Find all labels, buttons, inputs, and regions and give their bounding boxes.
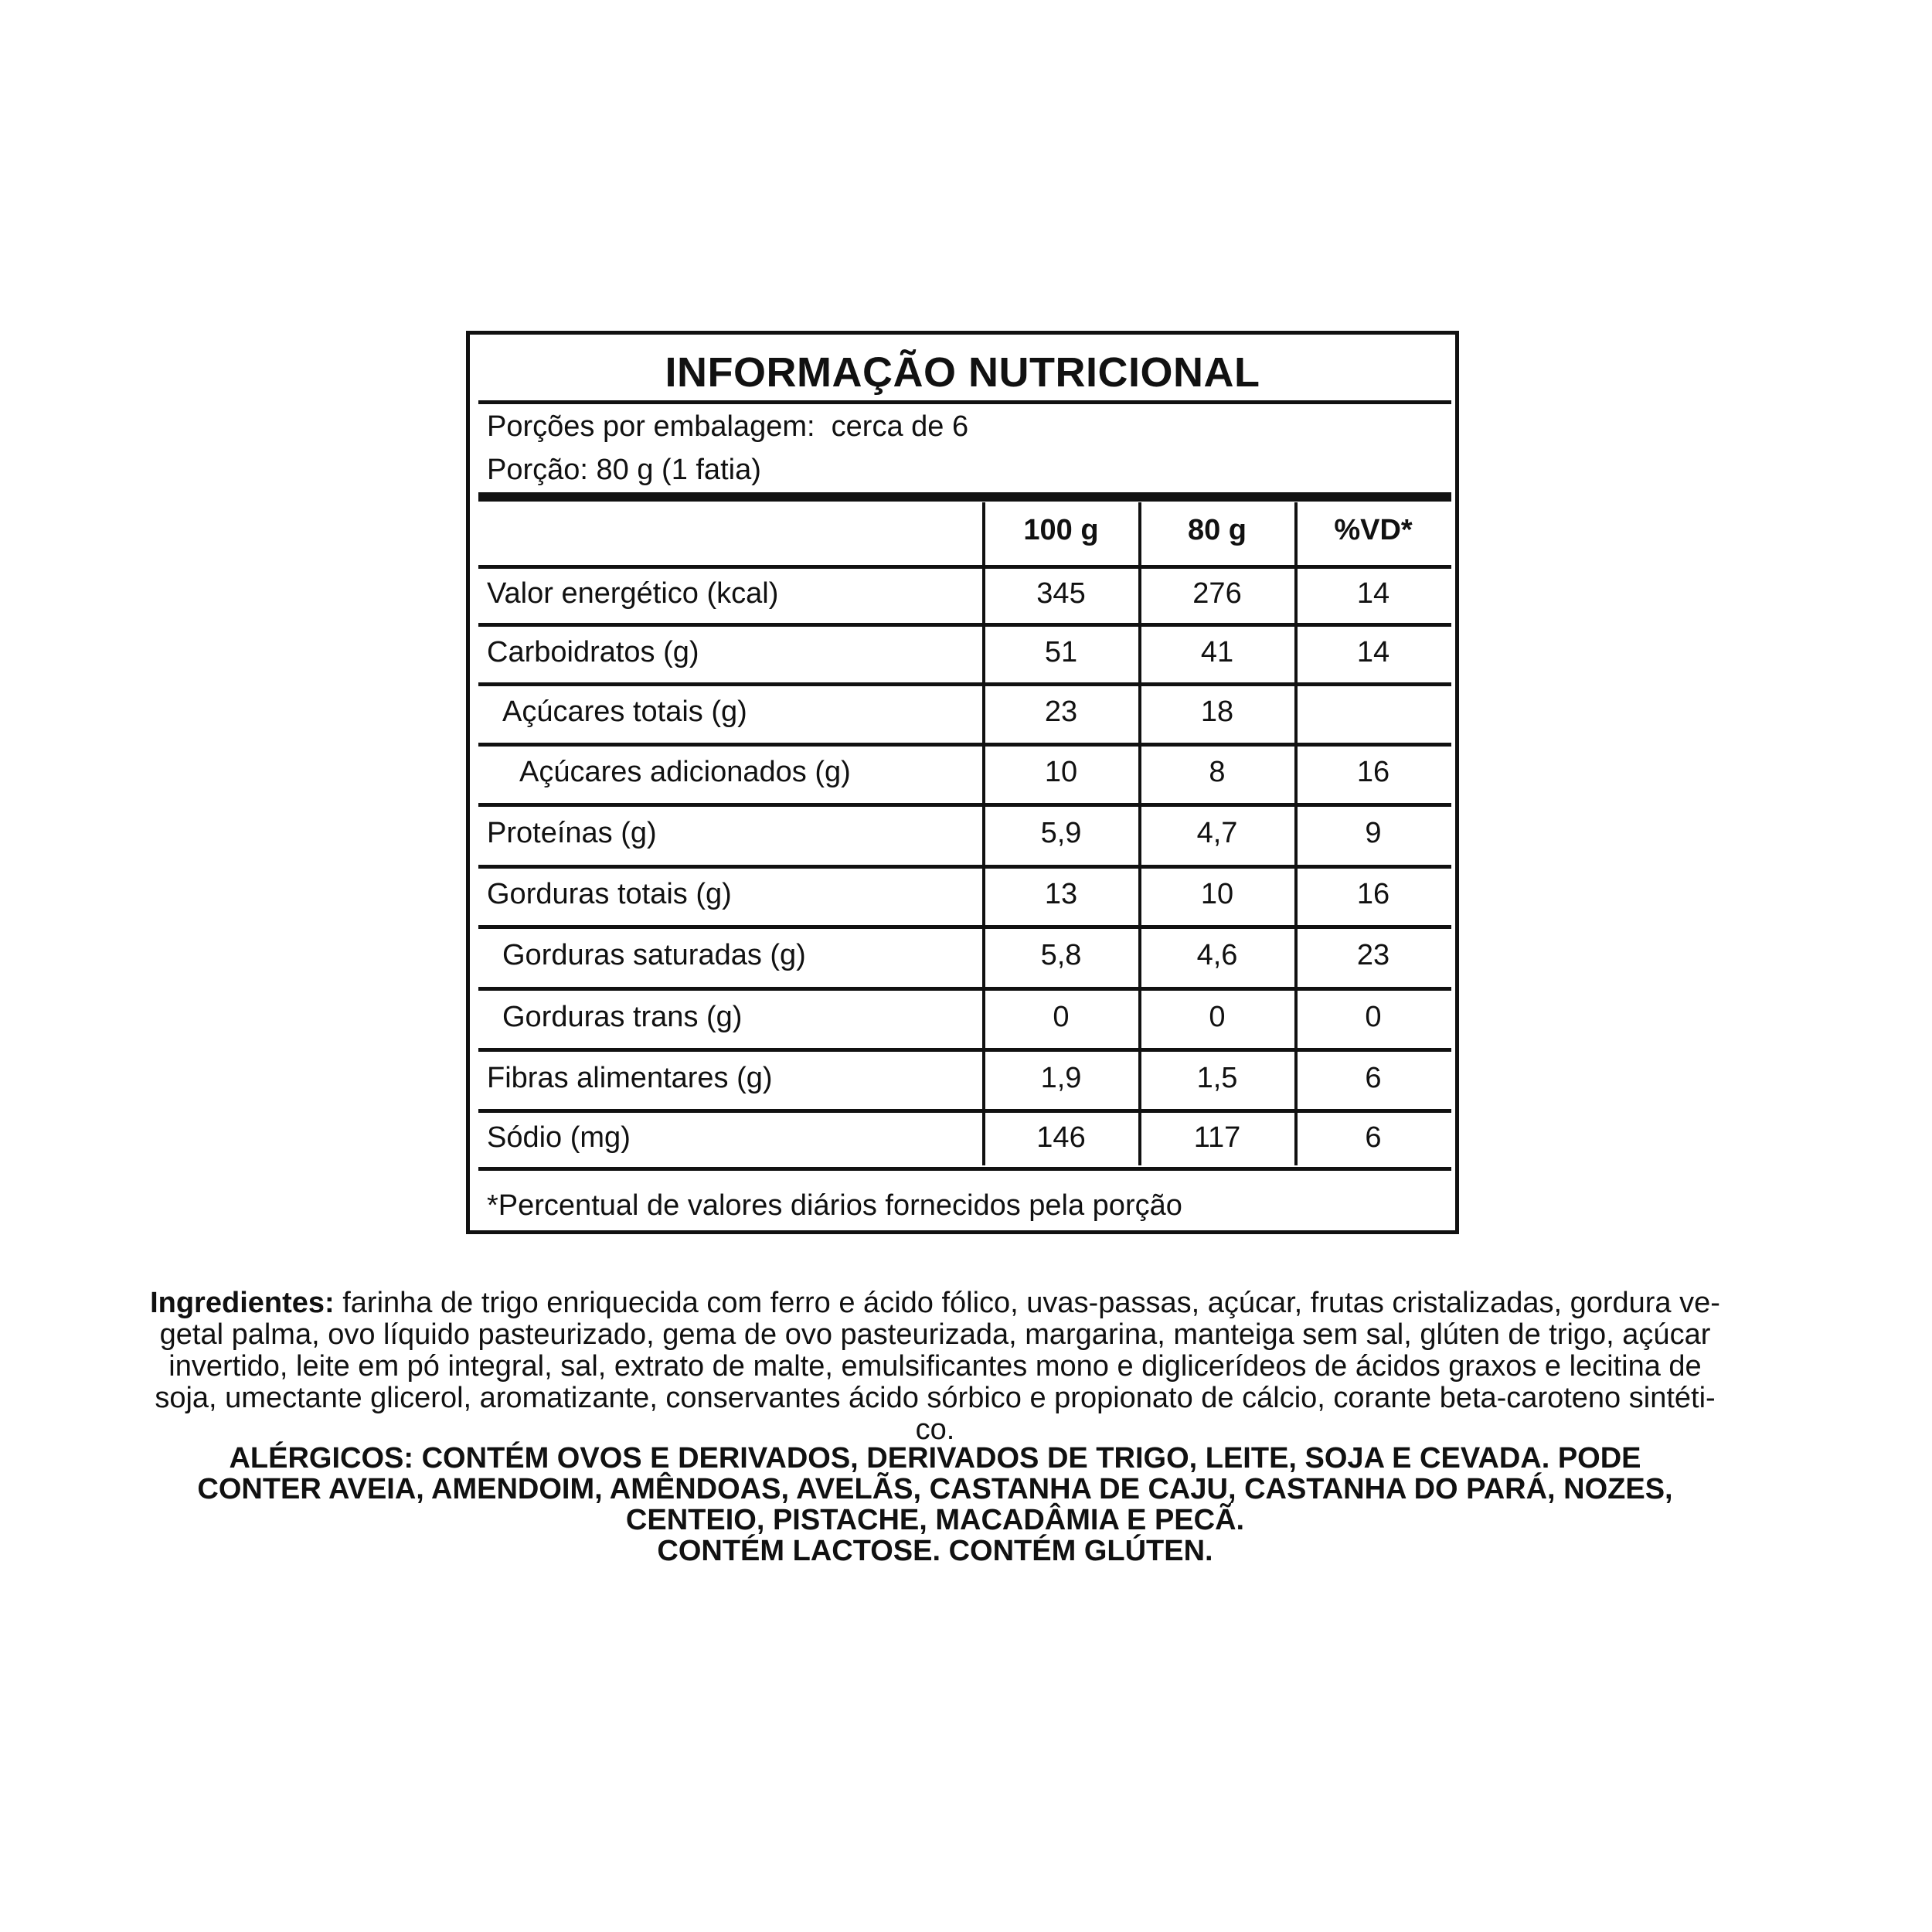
nutrient-value-per-serving: 0 xyxy=(1209,1001,1226,1033)
nutrient-value-daily-value: 16 xyxy=(1356,878,1390,910)
allergens-line: CENTEIO, PISTACHE, MACADÂMIA E PECÃ. xyxy=(625,1504,1245,1536)
row-divider xyxy=(478,1109,1451,1113)
nutrient-value-per-serving: 10 xyxy=(1200,878,1234,910)
nutrient-label: Açúcares adicionados (g) xyxy=(519,756,851,788)
serving-size: Porção: 80 g (1 fatia) xyxy=(487,454,761,486)
nutrient-value-daily-value: 23 xyxy=(1356,939,1390,971)
row-divider xyxy=(478,1167,1451,1171)
nutrient-value-per-100g: 5,8 xyxy=(1040,939,1082,971)
allergens-line: CONTÉM LACTOSE. CONTÉM GLÚTEN. xyxy=(657,1535,1213,1567)
nutrient-value-daily-value: 0 xyxy=(1365,1001,1382,1033)
row-divider xyxy=(478,987,1451,991)
nutrient-value-per-serving: 276 xyxy=(1192,577,1242,610)
ingredients-line: getal palma, ovo líquido pasteurizado, gema de ovo pasteurizada, margarina, manteiga sem sal, glúten de trigo, açúcar xyxy=(159,1318,1711,1351)
nutrient-value-daily-value: 14 xyxy=(1356,636,1390,668)
nutrient-value-daily-value: 6 xyxy=(1365,1062,1382,1094)
nutrient-value-per-100g: 345 xyxy=(1036,577,1086,610)
nutrient-label: Carboidratos (g) xyxy=(487,636,699,668)
ingredients-label: Ingredientes: xyxy=(150,1287,335,1319)
nutrient-label: Valor energético (kcal) xyxy=(487,577,779,610)
allergens-block xyxy=(116,1443,1754,1566)
nutrient-label: Proteínas (g) xyxy=(487,817,657,849)
nutrient-value-per-100g: 0 xyxy=(1053,1001,1070,1033)
allergens-line: CONTER AVEIA, AMENDOIM, AMÊNDOAS, AVELÃS, CASTANHA DE CAJU, CASTANHA DO PARÁ, NOZES, xyxy=(197,1473,1673,1505)
ingredients-block xyxy=(116,1287,1754,1446)
nutrient-label: Gorduras saturadas (g) xyxy=(502,939,806,971)
row-divider xyxy=(478,925,1451,929)
row-divider xyxy=(478,623,1451,627)
panel-title: INFORMAÇÃO NUTRICIONAL xyxy=(665,349,1260,396)
nutrient-value-per-100g: 10 xyxy=(1044,756,1078,788)
nutrient-value-per-100g: 1,9 xyxy=(1040,1062,1082,1094)
nutrient-value-per-100g: 23 xyxy=(1044,696,1078,728)
ingredients-line: soja, umectante glicerol, aromatizante, conservantes ácido sórbico e propionato de cálcio, corante beta-caroteno sintéti- xyxy=(155,1382,1716,1414)
row-divider xyxy=(478,865,1451,869)
nutrient-value-daily-value: 6 xyxy=(1365,1121,1382,1154)
ingredients-text: farinha de trigo enriquecida com ferro e ácido fólico, uvas-passas, açúcar, frutas cristalizadas, gordura ve- xyxy=(334,1287,1720,1319)
nutrient-label: Gorduras totais (g) xyxy=(487,878,732,910)
nutrient-value-daily-value: 9 xyxy=(1365,817,1382,849)
daily-value-footnote: *Percentual de valores diários fornecidos pela porção xyxy=(487,1189,1182,1222)
title-divider xyxy=(478,400,1451,404)
nutrient-value-per-serving: 117 xyxy=(1193,1121,1241,1154)
nutrient-value-daily-value: 16 xyxy=(1356,756,1390,788)
nutrient-value-per-serving: 41 xyxy=(1200,636,1234,668)
column-header-daily-value: %VD* xyxy=(1334,514,1413,546)
ingredients-line: co. xyxy=(915,1413,955,1446)
nutrient-value-per-serving: 4,7 xyxy=(1196,817,1238,849)
row-divider xyxy=(478,803,1451,807)
nutrient-value-per-100g: 13 xyxy=(1044,878,1078,910)
nutrient-label: Açúcares totais (g) xyxy=(502,696,747,728)
row-divider xyxy=(478,565,1451,569)
serving-divider xyxy=(478,492,1451,502)
nutrient-value-per-100g: 51 xyxy=(1044,636,1078,668)
nutrient-value-per-serving: 8 xyxy=(1209,756,1226,788)
nutrient-label: Gorduras trans (g) xyxy=(502,1001,743,1033)
nutrient-value-daily-value: 14 xyxy=(1356,577,1390,610)
ingredients-line: invertido, leite em pó integral, sal, extrato de malte, emulsificantes mono e diglicerídeos de ácidos graxos e lecitina de xyxy=(168,1350,1702,1383)
nutrition-facts-panel xyxy=(466,331,1459,1234)
nutrient-value-per-100g: 146 xyxy=(1036,1121,1086,1154)
nutrient-label: Fibras alimentares (g) xyxy=(487,1062,773,1094)
ingredients-line xyxy=(116,1287,1754,1319)
column-header-per-100g: 100 g xyxy=(1023,514,1099,546)
nutrient-value-per-serving: 4,6 xyxy=(1196,939,1238,971)
column-header-per-serving: 80 g xyxy=(1187,514,1247,546)
allergens-line: ALÉRGICOS: CONTÉM OVOS E DERIVADOS, DERIVADOS DE TRIGO, LEITE, SOJA E CEVADA. PODE xyxy=(229,1442,1641,1475)
row-divider xyxy=(478,743,1451,747)
nutrient-value-per-serving: 1,5 xyxy=(1196,1062,1238,1094)
servings-per-package: Porções por embalagem: cerca de 6 xyxy=(487,410,969,443)
row-divider xyxy=(478,1048,1451,1052)
nutrient-value-per-serving: 18 xyxy=(1200,696,1234,728)
row-divider xyxy=(478,682,1451,686)
nutrient-value-per-100g: 5,9 xyxy=(1040,817,1082,849)
nutrient-label: Sódio (mg) xyxy=(487,1121,631,1154)
